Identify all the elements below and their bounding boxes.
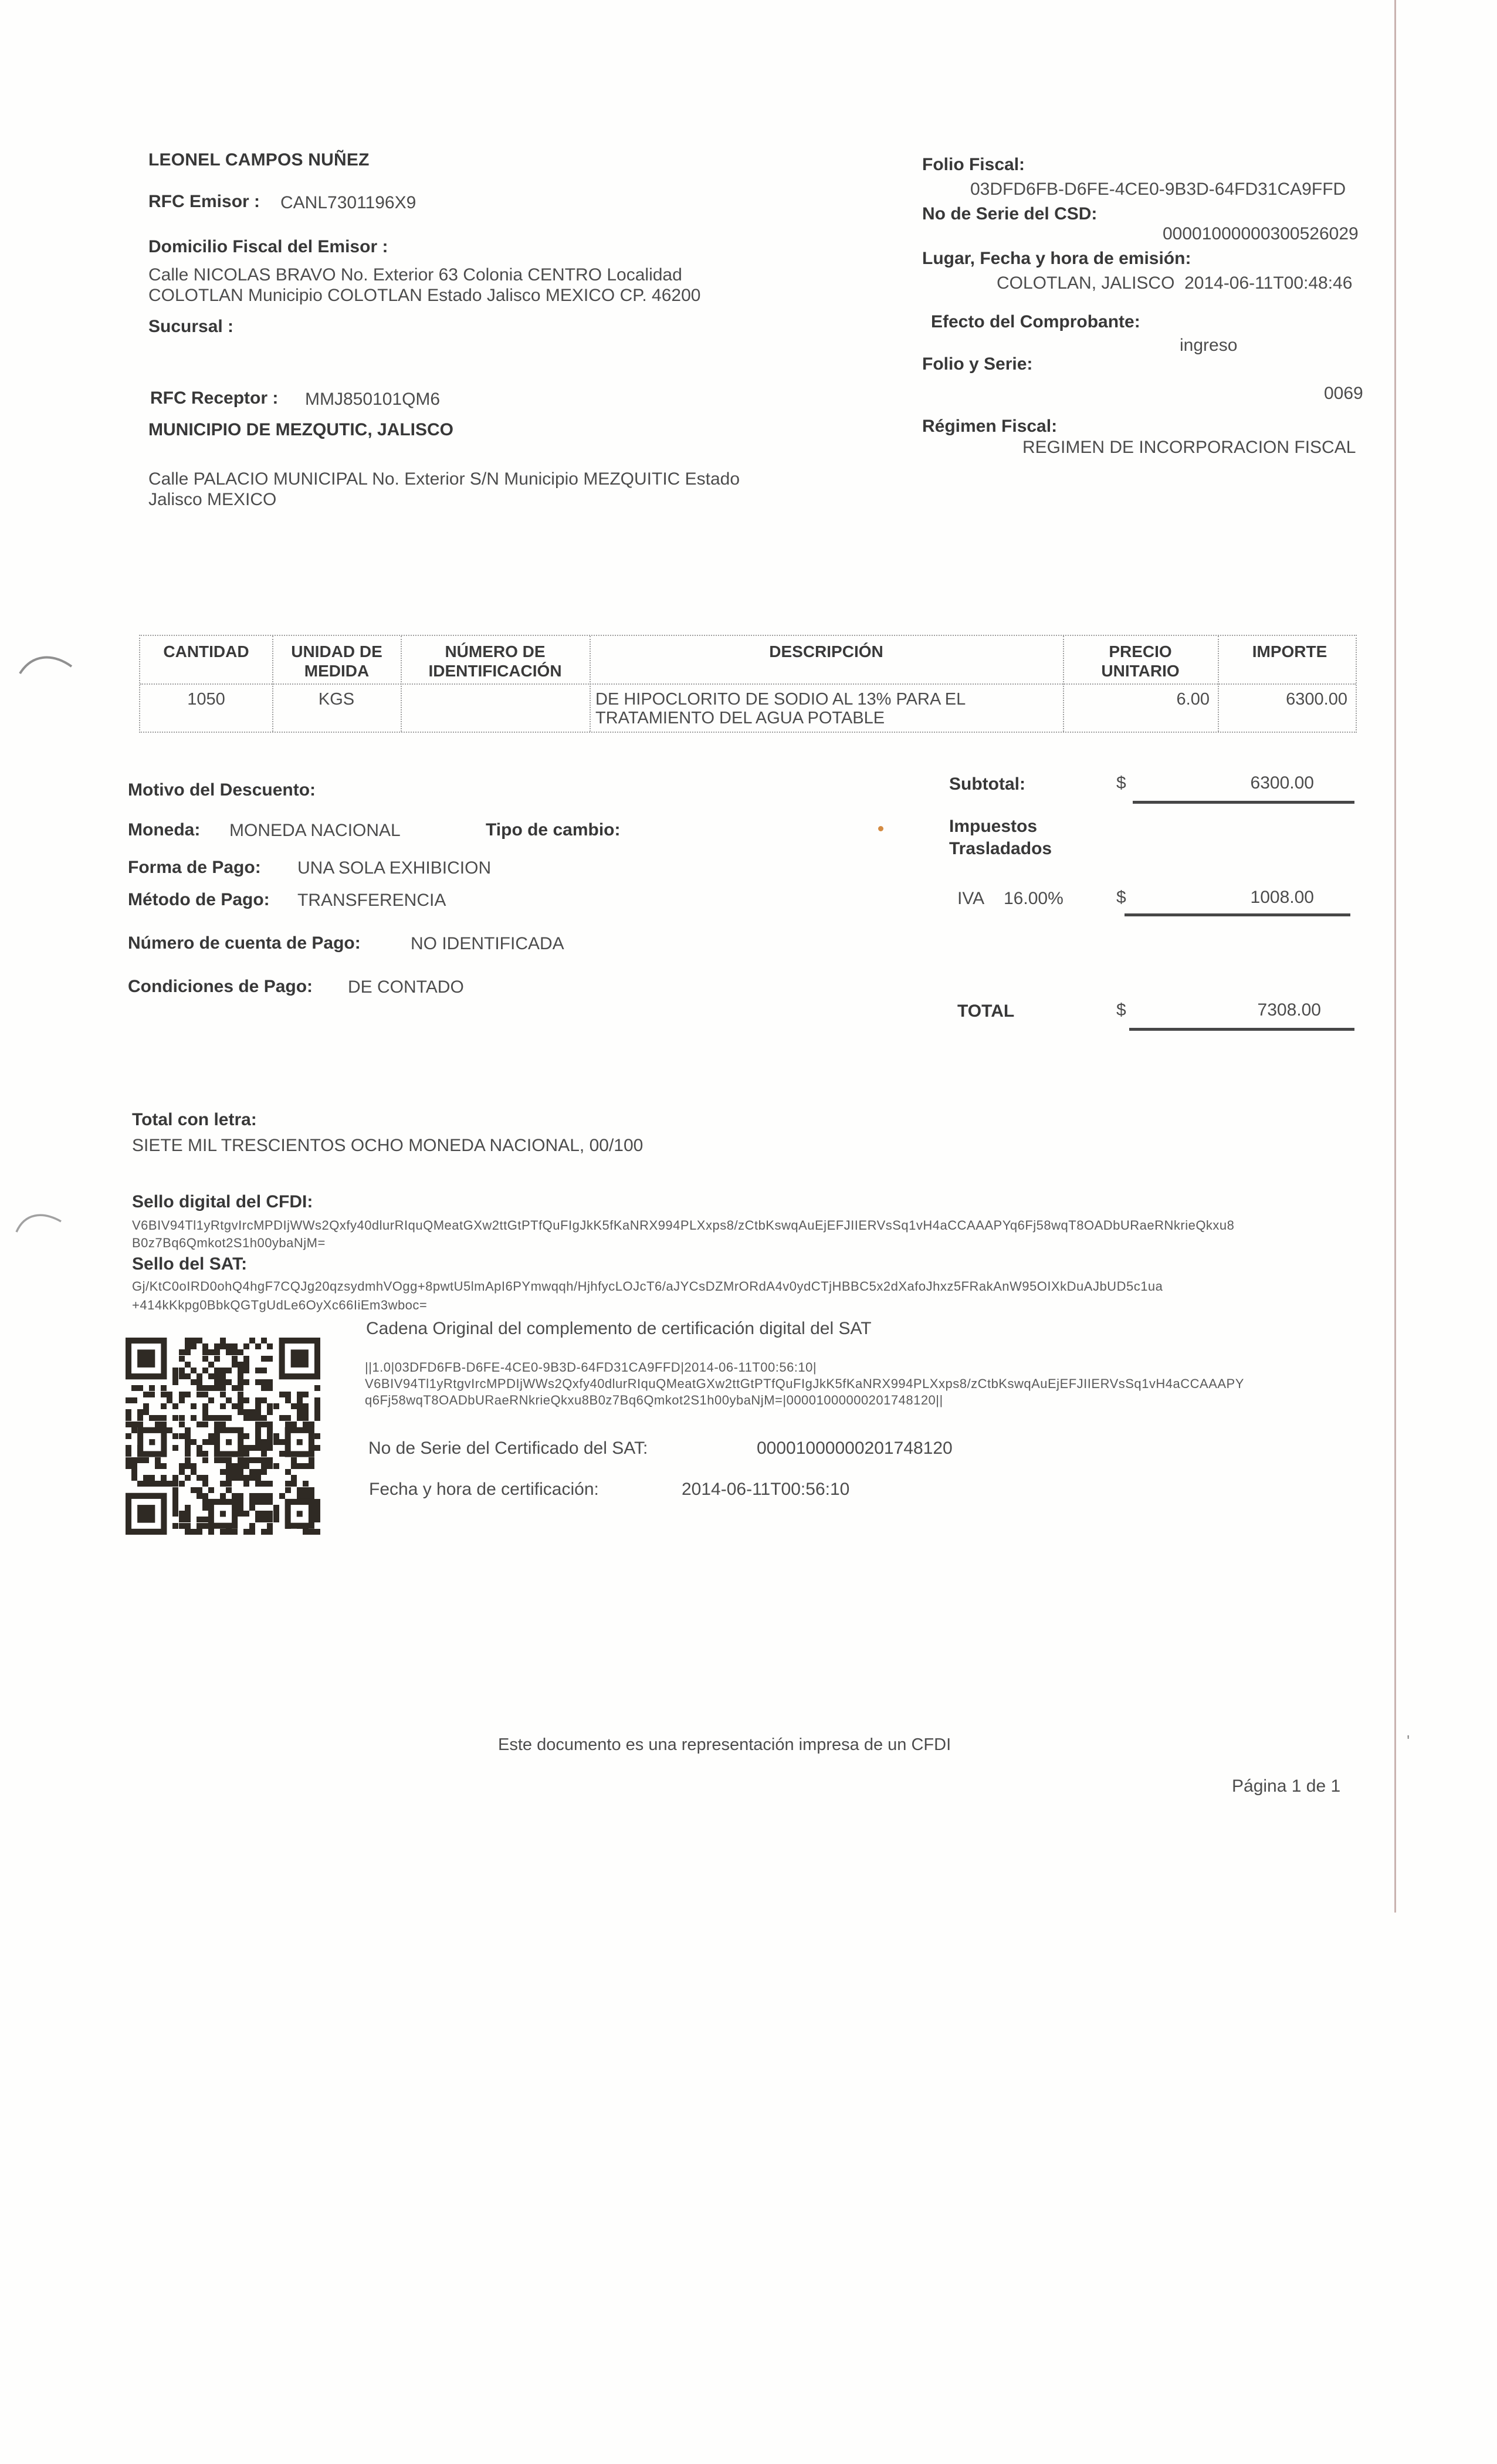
scan-artifact-curve — [12, 1207, 67, 1243]
rfc-receptor-value: MMJ850101QM6 — [305, 390, 441, 409]
sucursal-label: Sucursal : — [148, 317, 234, 336]
iva-label: IVA — [957, 889, 985, 908]
items-table — [139, 635, 1357, 733]
cuenta-pago-value: NO IDENTIFICADA — [411, 934, 564, 953]
iva-currency: $ — [1116, 888, 1126, 907]
row-descripcion-line2: TRATAMIENTO DEL AGUA POTABLE — [595, 709, 885, 727]
metodo-pago-value: TRANSFERENCIA — [297, 891, 446, 910]
cadena-line3: q6Fj58wqT8OADbURaeRNkrieQkxu8B0z7Bq6Qmkot2S1h00ybaNjM=|00001000000201748120|| — [365, 1393, 943, 1407]
forma-pago-value: UNA SOLA EXHIBICION — [297, 858, 492, 878]
cadena-original-label: Cadena Original del complemento de certificación digital del SAT — [366, 1319, 872, 1338]
serie-csd-value: 00001000000300526029 — [1163, 224, 1359, 243]
subtotal-underline — [1133, 801, 1354, 804]
folio-serie-label: Folio y Serie: — [922, 354, 1033, 374]
sello-sat-line1: Gj/KtC0oIRD0ohQ4hgF7CQJg20qzsydmhVOgg+8pwtU5lmApI6PYmwqqh/HjhfycLOJcT6/aJYCsDZMrORdA4v0ydCTjHBBC5x2dXafoJhxz5FRakAnW95OIXkDuAJbUD5c1ua — [132, 1279, 1163, 1294]
serie-csd-label: No de Serie del CSD: — [922, 204, 1098, 224]
domicilio-receptor-line2: Jalisco MEXICO — [148, 490, 277, 509]
lugar-fecha-value: COLOTLAN, JALISCO 2014-06-11T00:48:46 — [997, 273, 1353, 293]
rfc-emisor-label: RFC Emisor : — [148, 192, 260, 211]
sello-cfdi-line2: B0z7Bq6Qmkot2S1h00ybaNjM= — [132, 1236, 326, 1250]
total-letra-value: SIETE MIL TRESCIENTOS OCHO MONEDA NACIONAL, 00/100 — [132, 1136, 643, 1155]
tipo-cambio-label: Tipo de cambio: — [486, 820, 621, 840]
serie-cert-sat-value: 00001000000201748120 — [757, 1439, 953, 1458]
total-currency: $ — [1116, 1000, 1126, 1020]
sello-cfdi-label: Sello digital del CFDI: — [132, 1192, 313, 1211]
col-header-unidad: UNIDAD DE MEDIDA — [291, 642, 382, 680]
domicilio-receptor-line1: Calle PALACIO MUNICIPAL No. Exterior S/N Municipio MEZQUITIC Estado — [148, 469, 740, 489]
total-value: 7308.00 — [1257, 1000, 1321, 1020]
impuestos-label-line2: Trasladados — [949, 839, 1052, 858]
scan-artifact-curve — [16, 650, 77, 688]
row-precio: 6.00 — [1176, 690, 1210, 709]
moneda-value: MONEDA NACIONAL — [229, 821, 401, 840]
motivo-descuento-label: Motivo del Descuento: — [128, 780, 316, 800]
col-header-importe: IMPORTE — [1252, 642, 1327, 661]
impuestos-label-line1: Impuestos — [949, 817, 1038, 836]
sello-sat-label: Sello del SAT: — [132, 1254, 248, 1274]
row-cantidad: 1050 — [187, 690, 225, 709]
sat-cfdi-qr-code — [126, 1338, 320, 1535]
sello-cfdi-line1: V6BIV94Tl1yRtgvIrcMPDIjWWs2Qxfy40dlurRIquQMeatGXw2ttGtPTfQuFIgJkK5fKaNRX994PLXxps8/zCtbKswqAuEjEFJIIERVsSq1vH4aCCAAAPYq6Fj58wqT8OADbURaeRNkrieQkxu8 — [132, 1218, 1235, 1233]
scan-edge-line — [1394, 0, 1396, 1913]
fecha-cert-label: Fecha y hora de certificación: — [369, 1480, 599, 1499]
receptor-name: MUNICIPIO DE MEZQUTIC, JALISCO — [148, 420, 454, 439]
regimen-label: Régimen Fiscal: — [922, 417, 1058, 436]
metodo-pago-label: Método de Pago: — [128, 890, 270, 909]
iva-rate: 16.00% — [1004, 889, 1064, 908]
emisor-name: LEONEL CAMPOS NUÑEZ — [148, 150, 370, 170]
cadena-line1: ||1.0|03DFD6FB-D6FE-4CE0-9B3D-64FD31CA9FFD|2014-06-11T00:56:10| — [365, 1360, 817, 1375]
sello-sat-line2: +414kKkpg0BbkQGTgUdLe6OyXc66IiEm3wboc= — [132, 1298, 428, 1312]
moneda-label: Moneda: — [128, 820, 201, 840]
total-underline — [1129, 1028, 1354, 1031]
cuenta-pago-label: Número de cuenta de Pago: — [128, 933, 361, 953]
subtotal-currency: $ — [1116, 773, 1126, 793]
domicilio-emisor-line2: COLOTLAN Municipio COLOTLAN Estado Jalisco MEXICO CP. 46200 — [148, 286, 701, 305]
total-label: TOTAL — [957, 1001, 1015, 1021]
forma-pago-label: Forma de Pago: — [128, 858, 261, 877]
domicilio-emisor-line1: Calle NICOLAS BRAVO No. Exterior 63 Colonia CENTRO Localidad — [148, 265, 682, 285]
row-unidad: KGS — [318, 690, 355, 709]
table-header-divider — [140, 683, 1356, 685]
col-header-cantidad: CANTIDAD — [163, 642, 249, 661]
serie-cert-sat-label: No de Serie del Certificado del SAT: — [368, 1439, 648, 1458]
scan-speck-dot — [878, 826, 883, 831]
iva-underline — [1125, 913, 1350, 916]
rfc-receptor-label: RFC Receptor : — [150, 388, 279, 408]
domicilio-emisor-label: Domicilio Fiscal del Emisor : — [148, 237, 388, 256]
total-letra-label: Total con letra: — [132, 1110, 257, 1129]
condiciones-pago-label: Condiciones de Pago: — [128, 977, 313, 996]
folio-fiscal-label: Folio Fiscal: — [922, 155, 1025, 174]
scan-speck-mark: ' — [1407, 1732, 1410, 1750]
efecto-value: ingreso — [1180, 336, 1238, 355]
cadena-line2: V6BIV94Tl1yRtgvIrcMPDIjWWs2Qxfy40dlurRIquQMeatGXw2ttGtPTfQuFIgJkK5fKaNRX994PLXxps8/zCtbKswqAuEjEFJIIERVsSq1vH4aCCAAAPY — [365, 1376, 1244, 1391]
efecto-label: Efecto del Comprobante: — [931, 312, 1140, 331]
col-header-descripcion: DESCRIPCIÓN — [769, 642, 883, 661]
row-importe: 6300.00 — [1286, 690, 1347, 709]
rfc-emisor-value: CANL7301196X9 — [280, 193, 416, 212]
regimen-value: REGIMEN DE INCORPORACION FISCAL — [1022, 438, 1356, 457]
iva-value: 1008.00 — [1250, 888, 1314, 907]
col-header-numero: NÚMERO DE IDENTIFICACIÓN — [428, 642, 562, 680]
row-descripcion-line1: DE HIPOCLORITO DE SODIO AL 13% PARA EL — [595, 690, 966, 709]
folio-serie-value: 0069 — [1324, 384, 1363, 403]
folio-fiscal-value: 03DFD6FB-D6FE-4CE0-9B3D-64FD31CA9FFD — [970, 180, 1346, 199]
fecha-cert-value: 2014-06-11T00:56:10 — [682, 1480, 850, 1499]
condiciones-pago-value: DE CONTADO — [348, 977, 464, 997]
cfdi-representation-note: Este documento es una representación impresa de un CFDI — [498, 1735, 951, 1754]
lugar-fecha-label: Lugar, Fecha y hora de emisión: — [922, 249, 1191, 268]
subtotal-value: 6300.00 — [1250, 773, 1314, 793]
col-header-precio: PRECIO UNITARIO — [1101, 642, 1180, 680]
page-number: Página 1 de 1 — [1232, 1776, 1341, 1796]
subtotal-label: Subtotal: — [949, 774, 1025, 794]
